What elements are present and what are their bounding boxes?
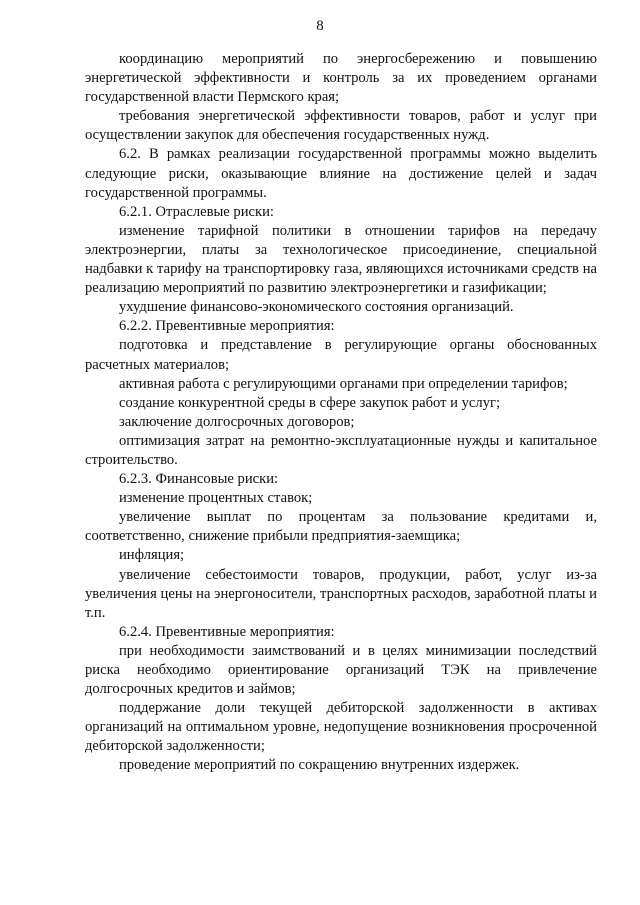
- paragraph: 6.2. В рамках реализации государственной программы можно выделить следующие риски, оказывающие влияние на достижение целей и задач государственной программы.: [85, 146, 597, 201]
- paragraph: изменение тарифной политики в отношении тарифов на передачу электроэнергии, платы за технологическое присоединение, специальной надбавки к тарифу на транспортировку газа, являющихся источниками средств на реализацию мероприятий по развитию электроэнергетики и газификации;: [85, 222, 597, 297]
- paragraph: оптимизация затрат на ремонтно-эксплуатационные нужды и капитальное строительство.: [85, 432, 597, 468]
- paragraph: координацию мероприятий по энергосбережению и повышению энергетической эффективности и контроль за их проведением органами государственной власти Пермского края;: [85, 51, 597, 106]
- paragraph: изменение процентных ставок;: [119, 490, 313, 507]
- paragraph: инфляция;: [119, 547, 185, 564]
- paragraph: ухудшение финансово-экономического состояния организаций.: [119, 299, 514, 316]
- paragraph: увеличение выплат по процентам за пользование кредитами и, соответственно, снижение прибыли предприятия-заемщика;: [85, 509, 597, 545]
- section-heading: 6.2.3. Финансовые риски:: [119, 471, 279, 488]
- section-heading: 6.2.4. Превентивные мероприятия:: [119, 623, 335, 640]
- paragraph: поддержание доли текущей дебиторской задолженности в активах организаций на оптимальном уровне, недопущение возникновения просроченной дебиторской задолженности;: [85, 700, 597, 755]
- paragraph: заключение долгосрочных договоров;: [119, 413, 355, 430]
- paragraph: подготовка и представление в регулирующие органы обоснованных расчетных материалов;: [85, 337, 597, 373]
- paragraph: активная работа с регулирующими органами при определении тарифов;: [119, 375, 568, 392]
- paragraph: создание конкурентной среды в сфере закупок работ и услуг;: [119, 394, 501, 411]
- paragraph: требования энергетической эффективности товаров, работ и услуг при осуществлении закупок для обеспечения государственных нужд.: [85, 108, 597, 144]
- paragraph: проведение мероприятий по сокращению внутренних издержек.: [119, 757, 520, 774]
- body-text: [85, 50, 597, 776]
- section-heading: 6.2.1. Отраслевые риски:: [119, 203, 274, 220]
- paragraph: при необходимости заимствований и в целях минимизации последствий риска необходимо ориентирование организаций ТЭК на привлечение долгосрочных кредитов и займов;: [85, 642, 597, 698]
- page-number: 8: [316, 18, 324, 34]
- paragraph: увеличение себестоимости товаров, продукции, работ, услуг из-за увеличения цены на энергоносители, транспортных расходов, заработной платы и т.п.: [85, 566, 597, 621]
- section-heading: 6.2.2. Превентивные мероприятия:: [119, 318, 335, 335]
